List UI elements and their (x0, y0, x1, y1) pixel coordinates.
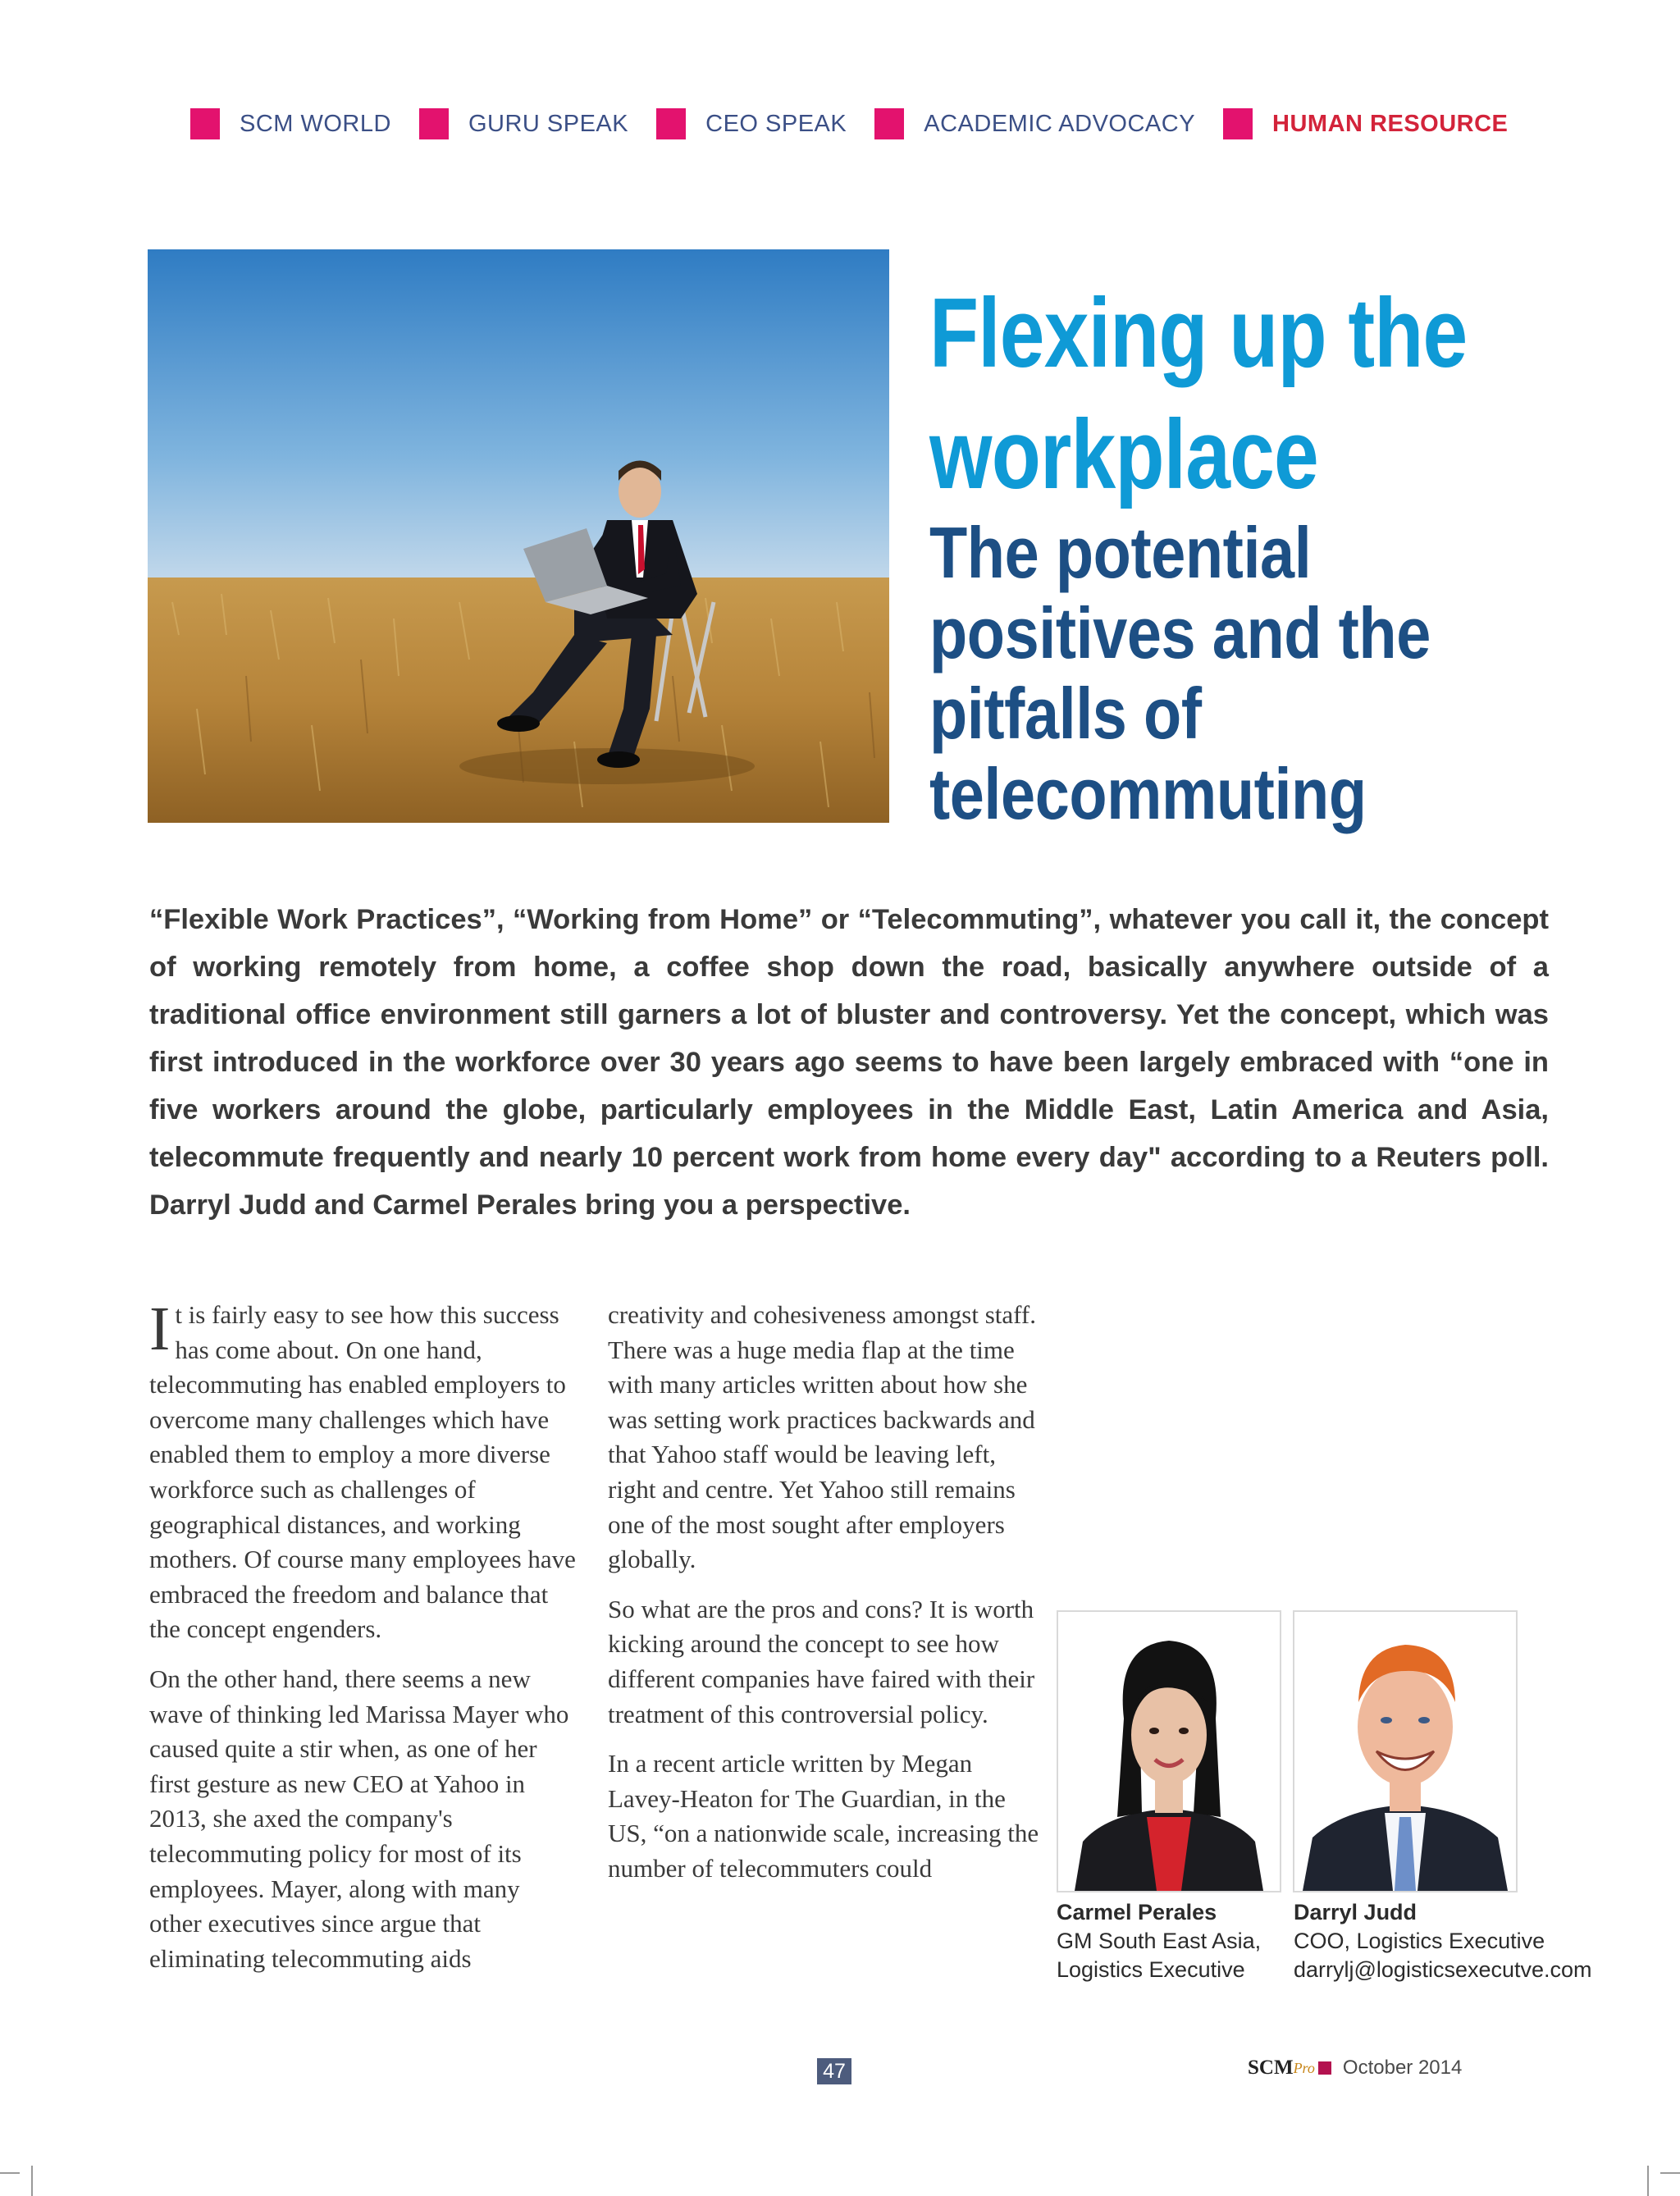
author-title: COO, Logistics Executive (1294, 1929, 1545, 1953)
nav-square-icon (1223, 108, 1253, 139)
title-line: workplace (929, 399, 1318, 509)
author-caption-darryl (1294, 1898, 1592, 1984)
crop-mark (31, 2166, 33, 2196)
subtitle-line: pitfalls of (929, 673, 1202, 754)
body-paragraph: creativity and cohesiveness amongst staff. There was a huge media flap at the time with many articles written about how she was setting work practices backwards and that Yahoo staff would be leaving left, right and centre. Yet Yahoo still remains one of the most sought after employers globally. (608, 1300, 1036, 1574)
author-email[interactable]: darrylj@logisticsexecutve.com (1294, 1957, 1592, 1982)
brand-logo-suffix: Pro (1293, 2059, 1315, 2076)
nav-label: SCM WORLD (240, 110, 391, 137)
crop-mark (0, 2172, 20, 2174)
author-title: GM South East Asia, (1057, 1929, 1262, 1953)
body-paragraph: So what are the pros and cons? It is worth kicking around the concept to see how different companies have faired with their treatment of this controversial policy. (608, 1594, 1035, 1728)
body-column-1 (149, 1294, 576, 1991)
author-photo-carmel (1057, 1610, 1281, 1892)
nav-item-ceo-speak[interactable] (656, 108, 847, 139)
nav-square-icon (656, 108, 686, 139)
author-name: Darryl Judd (1294, 1900, 1418, 1924)
body-paragraph: On the other hand, there seems a new wave of thinking led Marissa Mayer who caused quite a stir when, as one of her first gesture as new CEO at Yahoo in 2013, she axed the company's telecommuting policy for most of its employees. Mayer, along with many other executives since argue that eliminating telecommuting aids (149, 1664, 569, 1973)
nav-label: GURU SPEAK (468, 110, 629, 137)
section-nav (190, 107, 1519, 141)
hero-photo (148, 249, 889, 823)
title-line: Flexing up the (929, 278, 1468, 388)
page-number: 47 (817, 2058, 851, 2084)
crop-mark (1660, 2172, 1680, 2174)
article-subtitle (929, 513, 1437, 834)
hero-illustration (148, 249, 889, 823)
nav-label: CEO SPEAK (705, 110, 847, 137)
brand-square-icon (1318, 2061, 1331, 2075)
nav-item-guru-speak[interactable] (419, 108, 628, 139)
nav-square-icon (419, 108, 449, 139)
author-name: Carmel Perales (1057, 1900, 1217, 1924)
article-title (929, 272, 1522, 515)
nav-item-scm-world[interactable] (190, 108, 391, 139)
portrait-man-image (1294, 1612, 1516, 1891)
subtitle-line: telecommuting (929, 753, 1367, 834)
portrait-woman-image (1058, 1612, 1280, 1891)
author-company: Logistics Executive (1057, 1957, 1245, 1982)
nav-square-icon (874, 108, 904, 139)
nav-item-human-resource[interactable] (1223, 108, 1508, 139)
nav-item-academic-advocacy[interactable] (874, 108, 1195, 139)
magazine-footer-brand (1248, 2057, 1462, 2080)
body-column-2 (608, 1298, 1043, 1902)
body-paragraph: In a recent article written by Megan Lavey-Heaton for The Guardian, in the US, “on a nationwide scale, increasing the number of telecommuters could (608, 1749, 1039, 1883)
body-text: t is fairly easy to see how this success has come about. On one hand, telecommuting has enabled employers to overcome many challenges which have enabled them to employ a more diverse workforce such as challenges of geographical distances, and working mothers. Of course many employees have embraced the freedom and balance that the concept engenders. (149, 1300, 576, 1644)
drop-cap: I (149, 1294, 171, 1363)
author-photo-darryl (1293, 1610, 1518, 1892)
lead-paragraph: “Flexible Work Practices”, “Working from Home” or “Telecommuting”, whatever you call it, the concept of working remotely from home, a coffee shop down the road, basically anywhere outside of a traditional office environment still garners a lot of bluster and controversy. Yet the concept, which was first introduced in the workforce over 30 years ago seems to have been largely embraced with “one in five workers around the globe, particularly employees in the Middle East, Latin America and Asia, telecommute frequently and nearly 10 percent work from home every day" according to a Reuters poll. Darryl Judd and Carmel Perales bring you a perspective. (149, 904, 1549, 1221)
nav-label-active: HUMAN RESOURCE (1272, 110, 1509, 137)
nav-square-icon (190, 108, 220, 139)
subtitle-line: The potential (929, 512, 1312, 593)
brand-logo: SCM (1248, 2057, 1294, 2079)
crop-mark (1647, 2166, 1649, 2196)
author-caption-carmel (1057, 1898, 1261, 1984)
subtitle-line: positives and the (929, 592, 1431, 673)
body-paragraph (149, 1294, 576, 1647)
issue-date: October 2014 (1342, 2057, 1463, 2079)
nav-label: ACADEMIC ADVOCACY (924, 110, 1196, 137)
